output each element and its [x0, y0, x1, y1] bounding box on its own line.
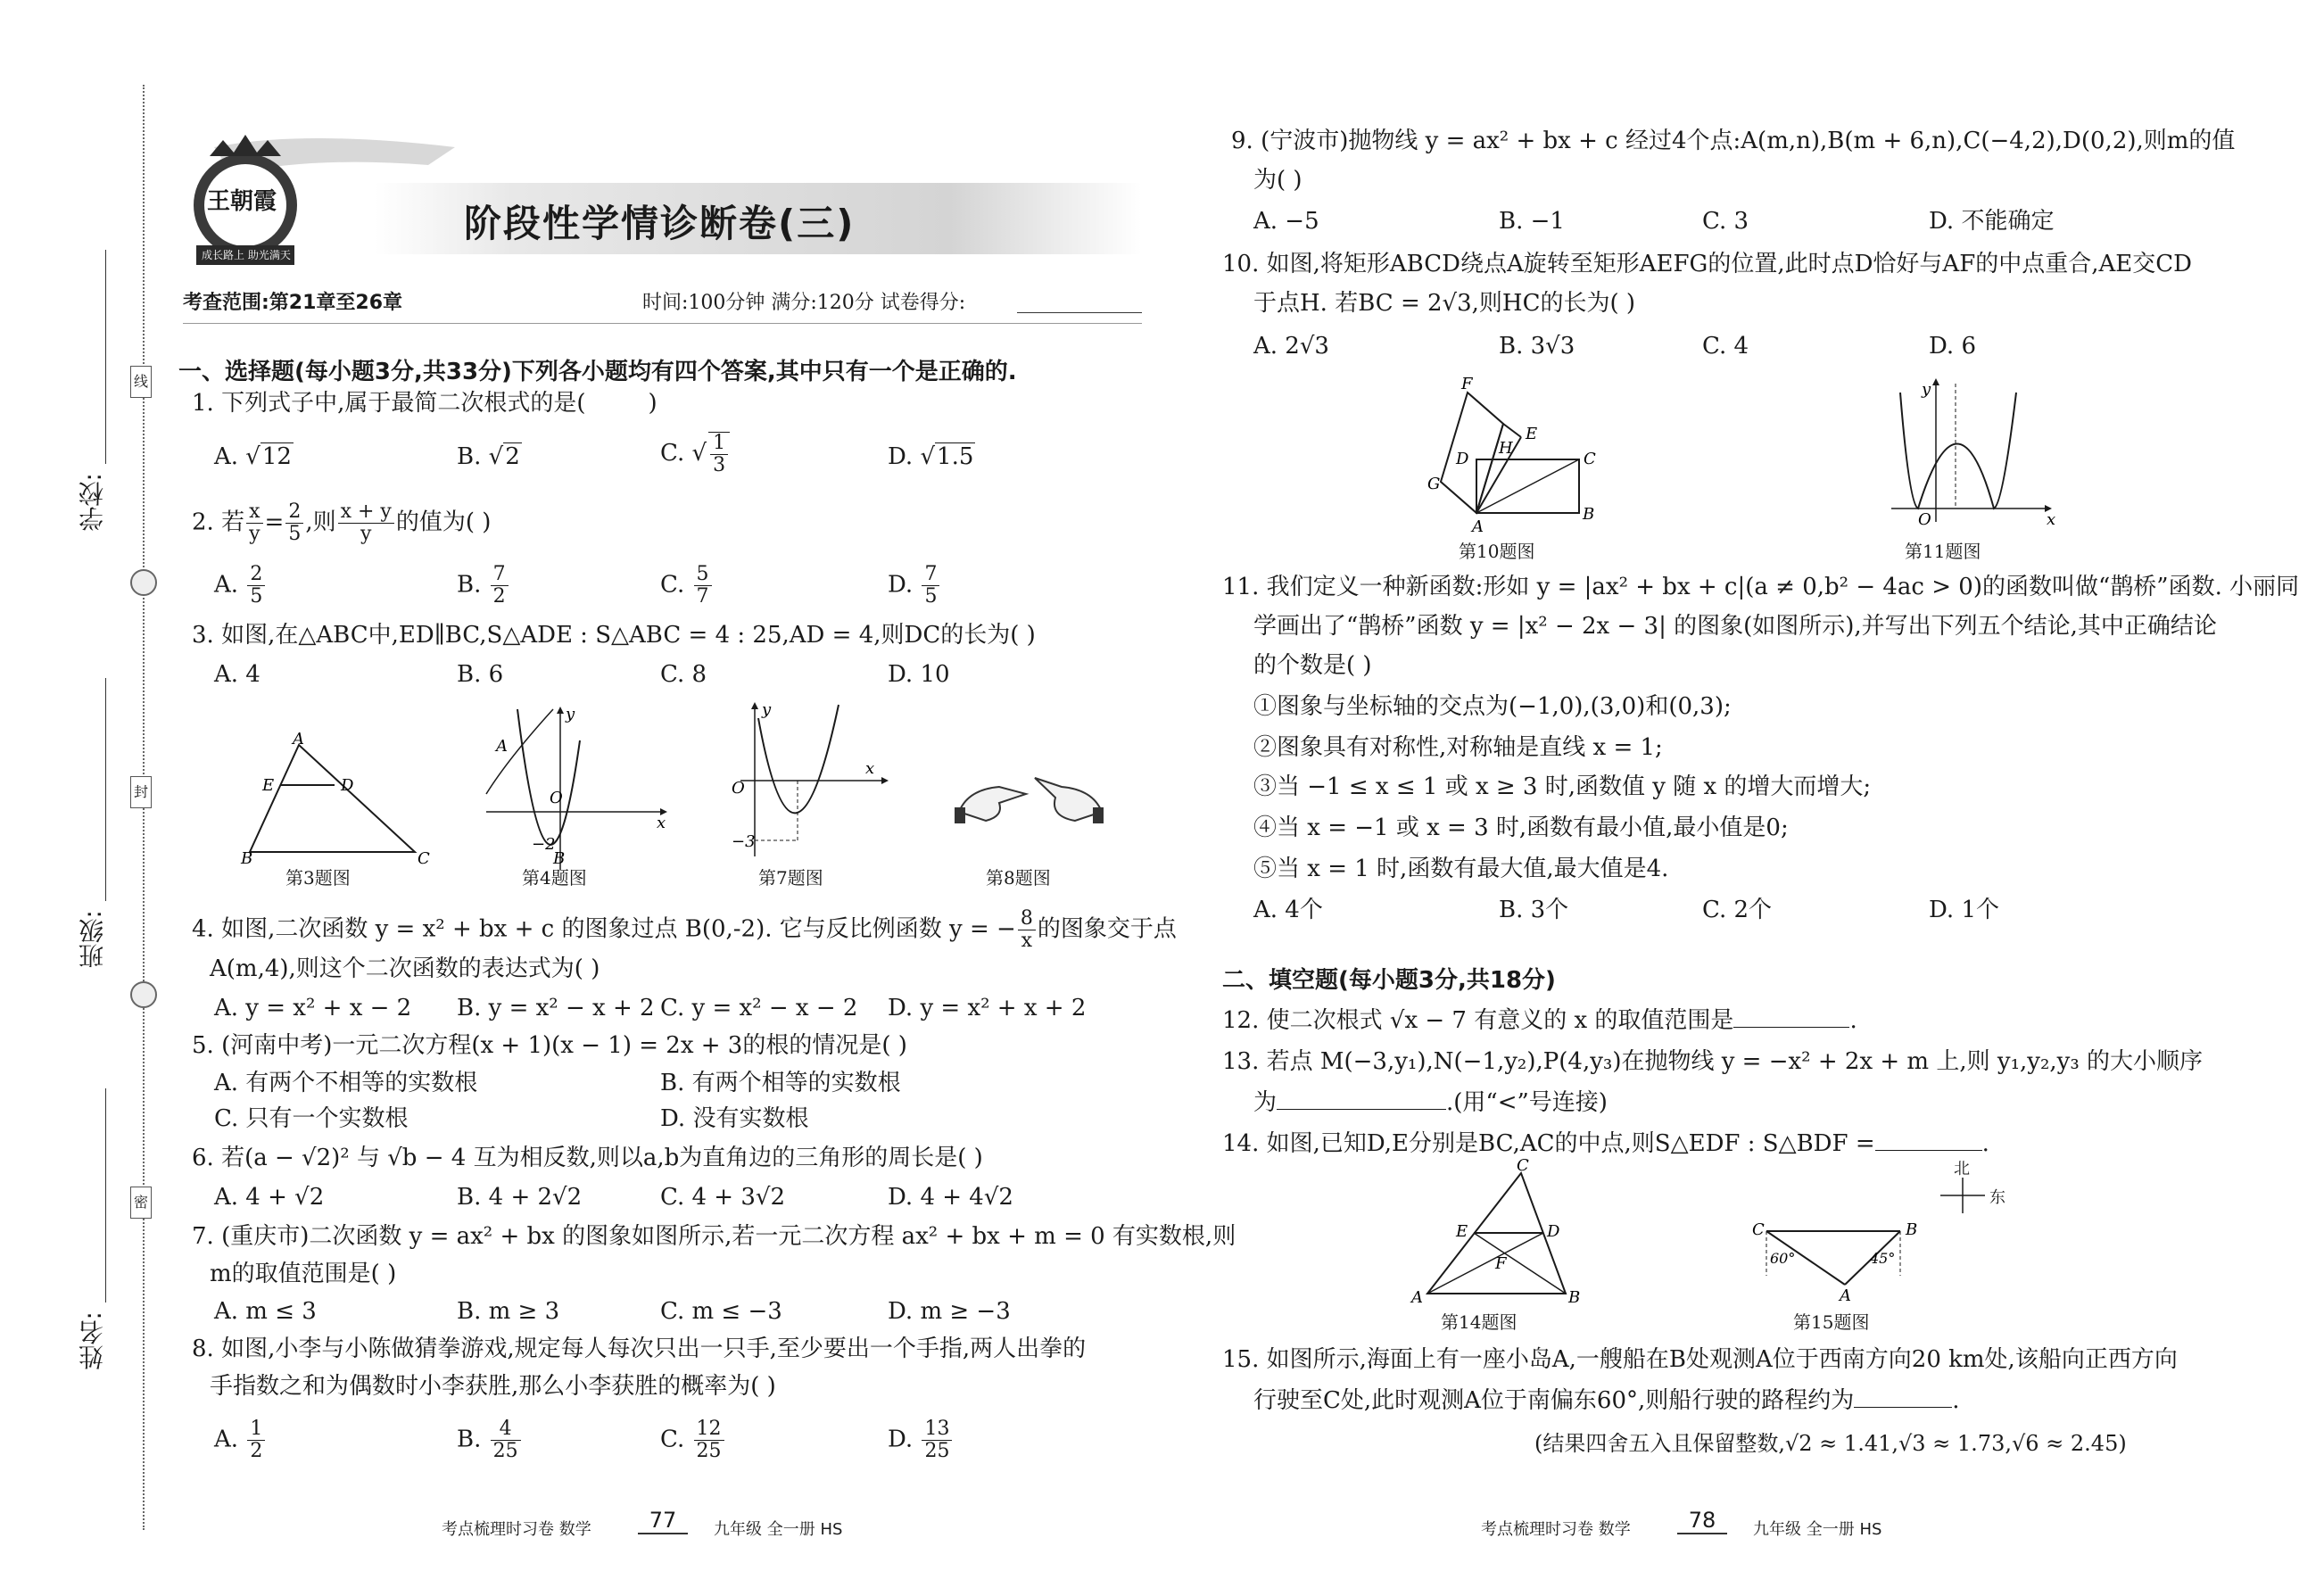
- binding-ornament-icon: [130, 569, 157, 596]
- question-4-option-b[interactable]: B. y = x² − x + 2: [457, 995, 655, 1021]
- svg-text:A: A: [496, 737, 508, 756]
- compass-east-label: 东: [1989, 1188, 2005, 1207]
- caption-q15: 第15题图: [1793, 1311, 1870, 1333]
- name-label: 姓名:: [78, 1311, 107, 1370]
- compass-north-label: 北: [1954, 1160, 1970, 1178]
- question-2-option-b[interactable]: B. $\frac{7}{2}$: [457, 564, 510, 608]
- question-11-statement-5: ⑤当 x = 1 时,函数有最大值,最大值是4.: [1253, 856, 1669, 882]
- question-11-statement-4: ④当 x = −1 或 x = 3 时,函数有最小值,最小值是0;: [1253, 815, 1789, 841]
- figure-q7-graph: [732, 700, 892, 861]
- figure-q15-map: [1749, 1160, 2034, 1305]
- question-6-option-b[interactable]: B. 4 + 2√2: [457, 1184, 583, 1211]
- question-5-option-b[interactable]: B. 有两个相等的实数根: [660, 1070, 901, 1096]
- question-9-option-c[interactable]: C. 3: [1702, 208, 1749, 235]
- figure-q3-triangle: [241, 730, 430, 868]
- question-11-line-2: 学画出了“鹊桥”函数 y = |x² − 2x − 3| 的图象(如图所示),并写出下列五个结论,其中正确结论: [1253, 613, 2217, 640]
- svg-text:O: O: [1918, 510, 1931, 529]
- figure-q4-graph: [482, 705, 669, 874]
- question-14-blank[interactable]: [1875, 1150, 1982, 1151]
- exam-scope: 考查范围:第21章至26章: [183, 292, 403, 314]
- class-blank-line: [105, 678, 106, 901]
- question-11-line-1: 11. 我们定义一种新函数:形如 y = |ax² + bx + c|(a ≠ 0,b² − 4ac > 0)的函数叫做“鹊桥”函数. 小丽同: [1222, 574, 2299, 600]
- question-8-option-d[interactable]: D. $\frac{13}{25}$: [888, 1418, 954, 1462]
- svg-text:O: O: [732, 779, 745, 798]
- figure-q8-hands: [950, 767, 1111, 839]
- footer-left-post: 九年级 全一册 HS: [714, 1520, 843, 1539]
- question-8-option-b[interactable]: B. $\frac{4}{25}$: [457, 1418, 523, 1462]
- question-9-option-a[interactable]: A. −5: [1253, 208, 1319, 235]
- question-2-option-a[interactable]: A. $\frac{2}{5}$: [214, 564, 267, 608]
- svg-text:C: C: [418, 849, 430, 868]
- svg-text:H: H: [1499, 439, 1513, 458]
- svg-text:D: D: [341, 776, 354, 795]
- question-2-stem: 2. 若 $\frac{x}{y}$ = $\frac{2}{5}$ ,则 $\frac{x + y}{y}$ 的值为( ): [192, 500, 492, 545]
- question-15-note: (结果四舍五入且保留整数,√2 ≈ 1.41,√3 ≈ 1.73,√6 ≈ 2.45): [1534, 1431, 2127, 1456]
- question-3-stem: 3. 如图,在△ABC中,ED∥BC,S△ADE : S△ABC = 4 : 25,AD = 4,则DC的长为( ): [192, 622, 1036, 649]
- caption-q10: 第10题图: [1459, 541, 1535, 562]
- svg-text:D: D: [1547, 1222, 1560, 1241]
- svg-text:B: B: [1906, 1220, 1918, 1239]
- page-number-right: 78: [1677, 1508, 1727, 1534]
- caption-q4: 第4题图: [522, 867, 587, 889]
- question-7-line-2: m的取值范围是( ): [210, 1261, 397, 1287]
- svg-text:A: A: [1840, 1286, 1851, 1305]
- svg-text:B: B: [241, 849, 253, 868]
- svg-text:A: A: [1411, 1288, 1423, 1307]
- question-13-line-2: 为 .(用“<”号连接): [1253, 1089, 1608, 1116]
- question-9-option-d[interactable]: D. 不能确定: [1929, 208, 2055, 235]
- name-blank-line: [105, 1088, 106, 1302]
- question-13-blank[interactable]: [1277, 1109, 1446, 1110]
- question-1-option-c[interactable]: C. √ $\frac{1}{3}$: [660, 432, 732, 476]
- question-5-option-c[interactable]: C. 只有一个实数根: [214, 1105, 409, 1132]
- question-4-line-2: A(m,4),则这个二次函数的表达式为( ): [210, 955, 600, 982]
- question-7-line-1: 7. (重庆市)二次函数 y = ax² + bx 的图象如图所示,若一元二次方程 ax² + bx + m = 0 有实数根,则: [192, 1223, 1236, 1250]
- caption-q3: 第3题图: [285, 867, 351, 889]
- question-7-option-d[interactable]: D. m ≥ −3: [888, 1298, 1011, 1325]
- right-page: [1151, 0, 2299, 1596]
- footer-right-post: 九年级 全一册 HS: [1753, 1520, 1882, 1539]
- svg-text:E: E: [1456, 1222, 1468, 1241]
- question-9-line-2: 为( ): [1253, 167, 1302, 194]
- question-8-line-1: 8. 如图,小李与小陈做猜拳游戏,规定每人每次只出一只手,至少要出一个手指,两人出拳的: [192, 1336, 1087, 1362]
- question-11-statement-1: ①图象与坐标轴的交点为(−1,0),(3,0)和(0,3);: [1253, 693, 1732, 720]
- question-15-blank[interactable]: [1854, 1407, 1952, 1408]
- svg-text:D: D: [1456, 450, 1469, 468]
- score-blank: [1017, 312, 1142, 313]
- footer-right-pre: 考点梳理时习卷 数学: [1481, 1520, 1631, 1539]
- logo-brand-text: 王朝霞: [207, 188, 277, 215]
- question-6-option-c[interactable]: C. 4 + 3√2: [660, 1184, 786, 1211]
- svg-text:A: A: [293, 730, 304, 748]
- svg-text:y: y: [566, 705, 575, 724]
- question-10-option-c[interactable]: C. 4: [1702, 333, 1749, 360]
- question-7-option-a[interactable]: A. m ≤ 3: [214, 1298, 317, 1325]
- svg-text:x: x: [865, 759, 875, 778]
- question-13-line-1: 13. 若点 M(−3,y₁),N(−1,y₂),P(4,y₃)在抛物线 y = −x² + 2x + m 上,则 y₁,y₂,y₃ 的大小顺序: [1222, 1048, 2204, 1075]
- question-10-line-2: 于点H. 若BC = 2√3,则HC的长为( ): [1253, 290, 1636, 317]
- question-11-option-c[interactable]: C. 2个: [1702, 897, 1773, 923]
- class-label: 班级:: [78, 910, 107, 969]
- question-5-stem: 5. (河南中考)一元二次方程(x + 1)(x − 1) = 2x + 3的根的情况是( ): [192, 1032, 907, 1059]
- question-1-option-b[interactable]: B. √2: [457, 443, 520, 470]
- question-12: 12. 使二次根式 √x − 7 有意义的 x 的取值范围是 .: [1222, 1007, 1857, 1034]
- footer-left-pre: 考点梳理时习卷 数学: [442, 1520, 591, 1539]
- question-15-line-1: 15. 如图所示,海面上有一座小岛A,一艘船在B处观测A位于西南方向20 km处,该船向正西方向: [1222, 1346, 2178, 1373]
- question-8-option-a[interactable]: A. $\frac{1}{2}$: [214, 1418, 267, 1462]
- question-7-option-c[interactable]: C. m ≤ −3: [660, 1298, 782, 1325]
- question-10-option-d[interactable]: D. 6: [1929, 333, 1976, 360]
- svg-text:B: B: [553, 849, 566, 868]
- figure-q14-triangle: [1410, 1156, 1588, 1311]
- question-1-stem: 1. 下列式子中,属于最简二次根式的是( ): [192, 390, 657, 417]
- question-11-line-3: 的个数是( ): [1253, 652, 1372, 679]
- question-1-option-a[interactable]: A. √12: [214, 443, 292, 470]
- exam-info: 时间:100分钟 满分:120分 试卷得分:: [642, 292, 966, 314]
- question-4-option-d[interactable]: D. y = x² + x + 2: [888, 995, 1087, 1021]
- figure-q11-graph: [1882, 375, 2061, 529]
- school-label: 学校:: [78, 473, 107, 532]
- question-2-option-d[interactable]: D. $\frac{7}{5}$: [888, 564, 941, 608]
- svg-text:y: y: [762, 700, 772, 719]
- figure-q10-rectangles: [1427, 375, 1624, 535]
- svg-text:F: F: [1495, 1254, 1507, 1273]
- question-12-blank[interactable]: [1733, 1027, 1849, 1028]
- question-11-statement-2: ②图象具有对称性,对称轴是直线 x = 1;: [1253, 734, 1663, 761]
- question-8-line-2: 手指数之和为偶数时小李获胜,那么小李获胜的概率为( ): [210, 1373, 776, 1400]
- question-8-option-c[interactable]: C. $\frac{12}{25}$: [660, 1418, 726, 1462]
- svg-text:B: B: [1583, 505, 1595, 524]
- question-4-option-c[interactable]: C. y = x² − x − 2: [660, 995, 858, 1021]
- question-10-option-b[interactable]: B. 3√3: [1499, 333, 1575, 360]
- caption-q14: 第14题图: [1441, 1311, 1518, 1333]
- header-rule: [183, 323, 1142, 324]
- question-9-line-1: 9. (宁波市)抛物线 y = ax² + bx + c 经过4个点:A(m,n),B(m + 6,n),C(−4,2),D(0,2),则m的值: [1231, 128, 2236, 154]
- question-11-option-b[interactable]: B. 3个: [1499, 897, 1569, 923]
- svg-text:x: x: [2047, 510, 2056, 529]
- seal-tag-seal: 封: [130, 776, 152, 808]
- svg-text:F: F: [1461, 375, 1473, 393]
- question-10-option-a[interactable]: A. 2√3: [1253, 333, 1329, 360]
- question-10-line-1: 10. 如图,将矩形ABCD绕点A旋转至矩形AEFG的位置,此时点D恰好与AF的中点重合,AE交CD: [1222, 251, 2193, 277]
- question-11-statement-3: ③当 −1 ≤ x ≤ 1 或 x ≥ 3 时,函数值 y 随 x 的增大而增大;: [1253, 773, 1872, 800]
- svg-text:60°: 60°: [1770, 1250, 1796, 1267]
- question-5-option-d[interactable]: D. 没有实数根: [660, 1105, 809, 1132]
- seal-tag-line: 线: [130, 366, 152, 398]
- question-4-line-1: 4. 如图,二次函数 y = x² + bx + c 的图象过点 B(0,-2). 它与反比例函数 y = − $\frac{8}{x}$ 的图象交于点: [192, 907, 1177, 952]
- question-15-line-2: 行驶至C处,此时观测A位于南偏东60°,则船行驶的路程约为 .: [1253, 1387, 1960, 1414]
- logo-tagline: 成长路上 助光满天: [202, 249, 291, 261]
- caption-q7: 第7题图: [758, 867, 823, 889]
- page-number-left: 77: [638, 1508, 688, 1534]
- svg-text:E: E: [262, 776, 275, 795]
- question-2-option-c[interactable]: C. $\frac{5}{7}$: [660, 564, 714, 608]
- svg-text:C: C: [1752, 1220, 1765, 1239]
- binding-ornament-icon: [130, 981, 157, 1008]
- svg-text:C: C: [1517, 1156, 1529, 1175]
- question-6-stem: 6. 若(a − √2)² 与 √b − 4 互为相反数,则以a,b为直角边的三角形的周长是( ): [192, 1145, 983, 1171]
- question-6-option-d[interactable]: D. 4 + 4√2: [888, 1184, 1013, 1211]
- svg-text:B: B: [1568, 1288, 1581, 1307]
- question-3-option-a[interactable]: A. 4: [214, 661, 260, 688]
- svg-text:O: O: [550, 789, 563, 807]
- question-3-option-d[interactable]: D. 10: [888, 661, 950, 688]
- question-14: 14. 如图,已知D,E分别是BC,AC的中点,则S△EDF : S△BDF = .: [1222, 1130, 1989, 1157]
- seal-tag-secret: 密: [130, 1187, 152, 1219]
- question-6-option-a[interactable]: A. 4 + √2: [214, 1184, 325, 1211]
- svg-text:A: A: [1472, 517, 1484, 536]
- question-7-option-b[interactable]: B. m ≥ 3: [457, 1298, 560, 1325]
- school-blank-line: [105, 250, 106, 464]
- svg-text:−3: −3: [732, 832, 756, 851]
- question-1-option-d[interactable]: D. √1.5: [888, 443, 974, 470]
- question-11-option-d[interactable]: D. 1个: [1929, 897, 1999, 923]
- question-11-option-a[interactable]: A. 4个: [1253, 897, 1323, 923]
- svg-text:45°: 45°: [1870, 1250, 1896, 1267]
- section-2-heading: 二、填空题(每小题3分,共18分): [1222, 967, 1556, 994]
- svg-text:E: E: [1526, 425, 1538, 443]
- section-1-heading: 一、选择题(每小题3分,共33分)下列各小题均有四个答案,其中只有一个是正确的.: [178, 359, 1017, 385]
- caption-q11: 第11题图: [1905, 541, 1981, 562]
- question-5-option-a[interactable]: A. 有两个不相等的实数根: [214, 1070, 478, 1096]
- question-9-option-b[interactable]: B. −1: [1499, 208, 1565, 235]
- svg-text:−2: −2: [532, 835, 556, 854]
- question-3-option-b[interactable]: B. 6: [457, 661, 504, 688]
- svg-text:C: C: [1584, 450, 1596, 468]
- caption-q8: 第8题图: [986, 867, 1051, 889]
- svg-text:y: y: [1922, 380, 1931, 399]
- question-3-option-c[interactable]: C. 8: [660, 661, 707, 688]
- svg-text:G: G: [1427, 475, 1441, 493]
- svg-text:x: x: [657, 814, 666, 832]
- question-4-option-a[interactable]: A. y = x² + x − 2: [214, 995, 412, 1021]
- page-title: 阶段性学情诊断卷(三): [464, 202, 856, 245]
